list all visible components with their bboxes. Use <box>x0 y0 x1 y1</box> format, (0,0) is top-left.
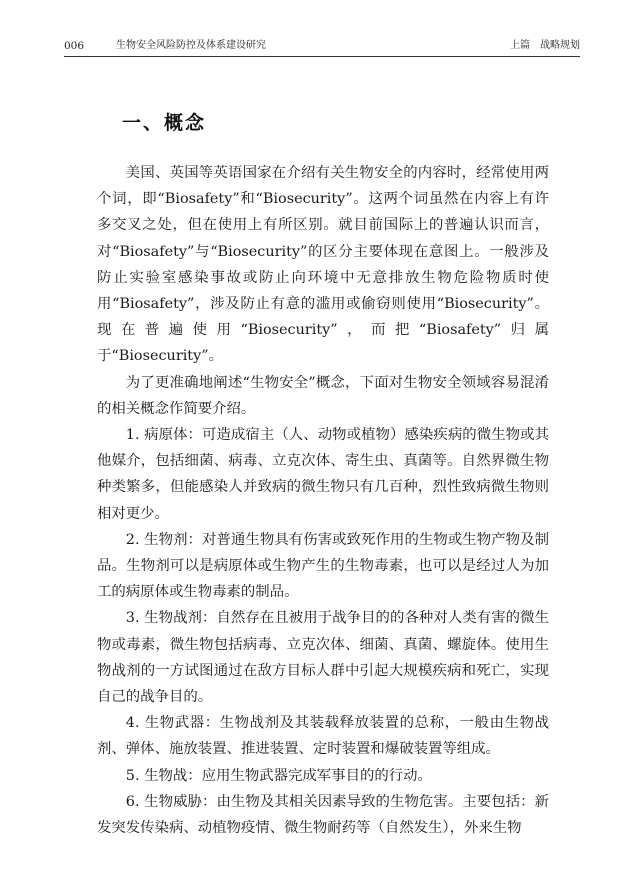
paragraph: 美国、英国等英语国家在介绍有关生物安全的内容时，经常使用两个词，即“Biosafety”和“Biosecurity”。这两个词虽然在内容上有许多交叉之处，但在使用上有所区别。就目前国际上的普遍认识而言，对“Biosafety”与“Biosecurity”的区分主要体现在意图上。一般涉及防止实验室感染事故或防止向环境中无意排放生物危险物质时使用“Biosafety”，涉及防止有意的滥用或偷窃则使用“Biosecurity”。现在普遍使用“Biosecurity”，而把“Biosafety”归属于“Biosecurity”。 <box>97 165 549 365</box>
paragraph: 5. 生物战：应用生物武器完成军事目的的行动。 <box>125 767 432 784</box>
part-label <box>510 38 580 54</box>
book-title: 生物安全风险防控及体系建设研究 <box>116 40 266 51</box>
section-name: 战略规划 <box>540 40 580 51</box>
page-number: 006 <box>64 40 85 52</box>
paragraph: 2. 生物剂：对普通生物具有伤害或致死作用的生物或生物产物及制品。生物剂可以是病原体或生物产生的生物毒素，也可以是经过人为加工的病原体或生物毒素的制品。 <box>97 531 549 601</box>
paragraph: 4. 生物武器：生物战剂及其装载释放装置的总称，一般由生物战剂、弹体、施放装置、推进装置、定时装置和爆破装置等组成。 <box>97 715 549 758</box>
paragraph: 6. 生物威胁：由生物及其相关因素导致的生物危害。主要包括：新发突发传染病、动植物疫情、微生物耐药等（自然发生），外来生物 <box>97 793 549 837</box>
paragraph: 1. 病原体：可造成宿主（人、动物或植物）感染疾病的微生物或其他媒介，包括细菌、病毒、立克次体、寄生虫、真菌等。自然界微生物种类繁多，但能感染人并致病的微生物只有几百种，烈性致病微生物则相对更少。 <box>97 427 549 522</box>
part-name: 上篇 <box>510 40 530 51</box>
section-heading: 一、概念 <box>122 112 207 134</box>
header-rule <box>64 56 580 57</box>
running-header <box>64 38 580 54</box>
body-text <box>97 160 549 841</box>
paragraph: 3. 生物战剂：自然存在且被用于战争目的的各种对人类有害的微生物或毒素，微生物包括病毒、立克次体、细菌、真菌、螺旋体。使用生物战剂的一方试图通过在敌方目标人群中引起大规模疾病和死亡，实现自己的战争目的。 <box>97 610 549 706</box>
paragraph: 为了更准确地阐述“生物安全”概念，下面对生物安全领域容易混淆的相关概念作简要介绍。 <box>97 374 549 417</box>
